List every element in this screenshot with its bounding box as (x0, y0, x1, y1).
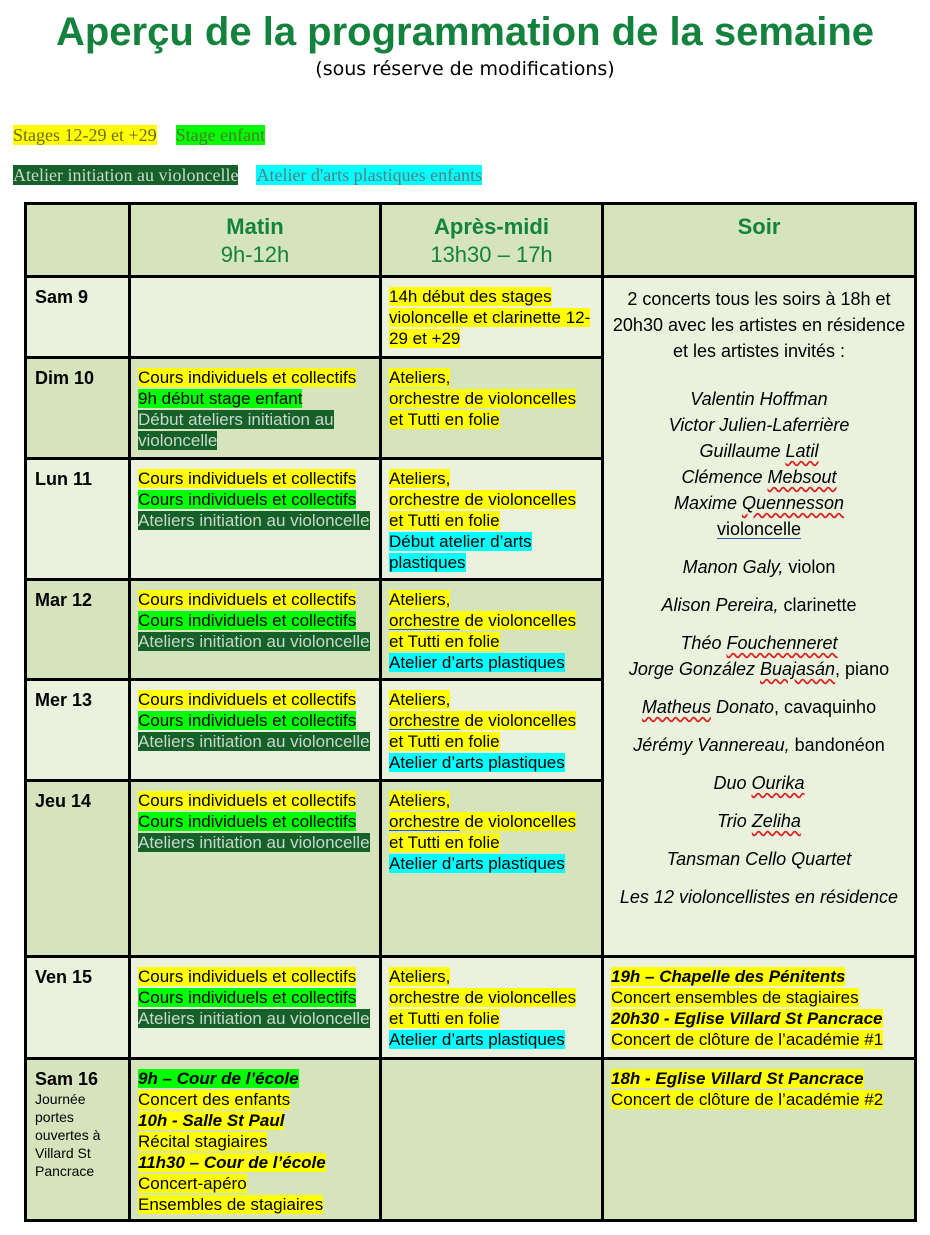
day-label: Mar 12 (35, 590, 93, 610)
activity-tutti: et Tutti en folie (389, 632, 500, 651)
legend-initiation: Atelier initiation au violoncelle (13, 165, 239, 185)
activity-ateliers: Ateliers, (389, 967, 451, 986)
event-concert-enfants: Concert des enfants (138, 1090, 291, 1109)
activity-cours-enfant: Cours individuels et collectifs (138, 988, 357, 1007)
event-cour-ecole: 9h – Cour de l’école (138, 1069, 299, 1088)
activity-cours-enfant: Cours individuels et collectifs (138, 490, 357, 509)
ven15-apres (381, 957, 603, 1059)
row-ven15 (26, 957, 916, 1059)
activity-debut-arts: Début atelier d’arts plastiques (389, 532, 532, 572)
activity-ateliers: Ateliers, (389, 690, 451, 709)
activity-arts: Atelier d’arts plastiques (389, 753, 565, 772)
ven15-soir (603, 957, 916, 1059)
activity-arts: Atelier d’arts plastiques (389, 1030, 565, 1049)
day-label: Dim 10 (35, 368, 95, 388)
activity-orchestre: orchestre de violoncelles (389, 389, 577, 408)
header-matin-label: Matin (226, 214, 284, 239)
day-label: Mer 13 (35, 690, 93, 710)
row-sam16 (26, 1059, 916, 1221)
activity-orchestre-rest: de violoncelles (459, 611, 577, 630)
jeu14-apres (381, 781, 603, 957)
activity-initiation: Ateliers initiation au violoncelle (138, 511, 370, 530)
activity-tutti: et Tutti en folie (389, 511, 500, 530)
artist-clemence: Clémence (681, 467, 768, 487)
activity-tutti: et Tutti en folie (389, 1009, 500, 1028)
day-note: Journée portes ouvertes à Villard St Pancrace (35, 1091, 101, 1179)
activity-orchestre-rest: de violoncelles (459, 812, 577, 831)
ven15-matin (130, 957, 381, 1059)
dim10-apres (381, 358, 603, 459)
ensemble-tansman: Tansman Cello Quartet (666, 849, 852, 869)
artist-jeremy: Jérémy Vannereau, (633, 735, 790, 755)
day-label: Sam 9 (35, 287, 89, 307)
header-matin-hours: 9h-12h (220, 242, 290, 267)
legend-row-2 (13, 164, 482, 186)
sam9-apres (381, 277, 603, 358)
sam16-matin (130, 1059, 381, 1221)
activity-orchestre: orchestre de violoncelles (389, 988, 577, 1007)
header-apres-hours: 13h30 – 17h (430, 242, 553, 267)
activity-ateliers: Ateliers, (389, 469, 451, 488)
lun11-apres (381, 459, 603, 580)
activity-cours-enfant: Cours individuels et collectifs (138, 711, 357, 730)
ensemble-douze: Les 12 violoncellistes en résidence (619, 887, 899, 907)
sam16-soir (603, 1059, 916, 1221)
activity-arts: Atelier d’arts plastiques (389, 653, 565, 672)
activity-cours: Cours individuels et collectifs (138, 690, 357, 709)
activity-orchestre-rest: de violoncelles (459, 711, 577, 730)
activity-orchestre: orchestre de violoncelles (389, 490, 577, 509)
jeu14-matin (130, 781, 381, 957)
activity-ateliers: Ateliers, (389, 368, 451, 387)
event-ensembles: Ensembles de stagiaires (138, 1195, 324, 1214)
sam9-matin (130, 277, 381, 358)
mer13-apres (381, 680, 603, 781)
activity-cours: Cours individuels et collectifs (138, 590, 357, 609)
header-soir (603, 204, 916, 277)
activity-tutti: et Tutti en folie (389, 410, 500, 429)
instrument-clarinette: clarinette (778, 595, 857, 615)
activity-arts: Atelier d’arts plastiques (389, 854, 565, 873)
artist-matheus-last: Donato (710, 697, 774, 717)
activity-initiation: Ateliers initiation au violoncelle (138, 632, 370, 651)
lun11-matin (130, 459, 381, 580)
activity-initiation: Ateliers initiation au violoncelle (138, 732, 370, 751)
header-apres-midi (381, 204, 603, 277)
mar12-matin (130, 580, 381, 680)
header-apres-label: Après-midi (434, 214, 549, 239)
artist-maxime-last: Quennesson (741, 493, 845, 513)
event-eglise: 20h30 - Eglise Villard St Pancrace (611, 1009, 883, 1028)
instrument-violoncelle: violoncelle (716, 519, 802, 539)
activity-cours: Cours individuels et collectifs (138, 967, 357, 986)
event-concert-ensembles: Concert ensembles de stagiaires (611, 988, 859, 1007)
event-cloture-1: Concert de clôture de l’académie #1 (611, 1030, 884, 1049)
activity-cours-enfant: Cours individuels et collectifs (138, 812, 357, 831)
artist-theo-last: Fouchenneret (726, 633, 838, 653)
instrument-piano: , piano (835, 659, 890, 679)
day-label: Jeu 14 (35, 791, 92, 811)
soir-content (604, 278, 914, 910)
activity-debut-enfant: 9h début stage enfant (138, 389, 303, 408)
event-cour-ecole-2: 11h30 – Cour de l’école (138, 1153, 326, 1172)
page-subtitle: (sous réserve de modifications) (315, 58, 615, 80)
day-label: Ven 15 (35, 967, 93, 987)
legend-arts: Atelier d'arts plastiques enfants (256, 165, 483, 185)
header-matin (130, 204, 381, 277)
header-empty (26, 204, 130, 277)
activity-orchestre: orchestre (389, 711, 460, 730)
event-cloture-2: Concert de clôture de l’académie #2 (611, 1090, 884, 1109)
event-chapelle: 19h – Chapelle des Pénitents (611, 967, 846, 986)
activity-initiation: Ateliers initiation au violoncelle (138, 833, 370, 852)
activity-cours: Cours individuels et collectifs (138, 368, 357, 387)
instrument-bandoneon: bandonéon (789, 735, 885, 755)
activity-debut-initiation: Début ateliers initiation au violoncelle (138, 410, 334, 450)
artist-theo: Théo (680, 633, 727, 653)
artist-manon: Manon Galy, (682, 557, 784, 577)
activity-ateliers: Ateliers, (389, 590, 451, 609)
ensemble-trio-last: Zeliha (751, 811, 801, 831)
ensemble-duo-last: Ourika (751, 773, 805, 793)
event-eglise-2: 18h - Eglise Villard St Pancrace (611, 1069, 864, 1088)
artist-guillaume-last: Latil (785, 441, 819, 461)
artist-matheus: Matheus (641, 697, 711, 717)
event-concert-apero: Concert-apéro (138, 1174, 247, 1193)
header-row (26, 204, 916, 277)
artist-maxime: Maxime (673, 493, 742, 513)
activity-orchestre: orchestre (389, 611, 460, 630)
page-title: Aperçu de la programmation de la semaine (55, 10, 875, 54)
legend-enfant: Stage enfant (175, 125, 266, 145)
activity-cours: Cours individuels et collectifs (138, 791, 357, 810)
activity-ateliers: Ateliers, (389, 791, 451, 810)
instrument-violon: violon (783, 557, 836, 577)
sam16-apres (381, 1059, 603, 1221)
artist-valentin: Valentin Hoffman (690, 389, 828, 409)
activity-cours-enfant: Cours individuels et collectifs (138, 611, 357, 630)
week-soir (603, 277, 916, 957)
artist-alison: Alison Pereira, (661, 595, 779, 615)
day-label: Sam 16 (35, 1069, 99, 1089)
ensemble-duo: Duo (713, 773, 752, 793)
instrument-cavaquinho: , cavaquinho (774, 697, 877, 717)
activity-cours: Cours individuels et collectifs (138, 469, 357, 488)
header-soir-label: Soir (737, 214, 781, 239)
activity-orchestre: orchestre (389, 812, 460, 831)
artist-victor: Victor Julien-Laferrière (668, 415, 850, 435)
row-sam9 (26, 277, 916, 358)
dim10-matin (130, 358, 381, 459)
artist-jorge: Jorge González (628, 659, 760, 679)
event-salle-st-paul: 10h - Salle St Paul (138, 1111, 285, 1130)
sam9-apres-text: 14h début des stages violoncelle et clarinette 12-29 et +29 (389, 287, 591, 348)
ensemble-trio: Trio (717, 811, 752, 831)
legend-row-1 (13, 124, 265, 146)
artist-guillaume: Guillaume (699, 441, 786, 461)
activity-tutti: et Tutti en folie (389, 833, 500, 852)
soir-intro: 2 concerts tous les soirs à 18h et 20h30 avec les artistes en résidence et les artistes invités : (612, 289, 906, 361)
artist-jorge-last: Buajasán (759, 659, 836, 679)
artist-clemence-last: Mebsout (767, 467, 837, 487)
activity-tutti: et Tutti en folie (389, 732, 500, 751)
mer13-matin (130, 680, 381, 781)
legend-stages: Stages 12-29 et +29 (13, 125, 157, 145)
schedule-table (24, 202, 917, 1222)
event-recital: Récital stagiaires (138, 1132, 268, 1151)
mar12-apres (381, 580, 603, 680)
activity-initiation: Ateliers initiation au violoncelle (138, 1009, 370, 1028)
day-label: Lun 11 (35, 469, 93, 489)
